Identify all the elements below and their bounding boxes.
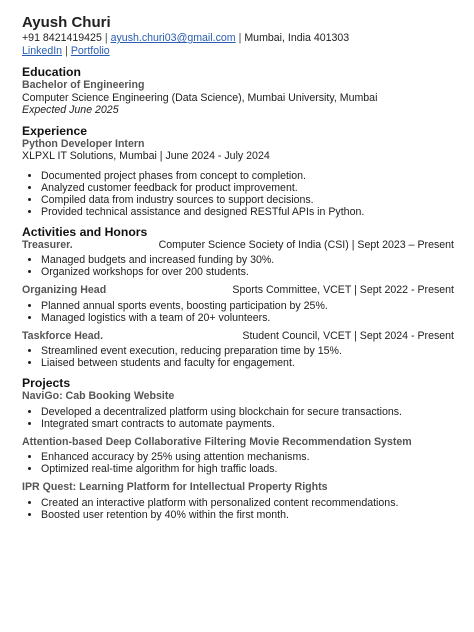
activity-org: Student Council, VCET | Sept 2024 - Present [242, 329, 454, 342]
job-role: Python Developer Intern [22, 137, 145, 150]
project-bullets [22, 497, 454, 521]
list-item: • Developed a decentralized platform using blockchain for secure transactions. [41, 406, 454, 418]
email-link[interactable]: ayush.churi03@gmail.com [110, 32, 236, 44]
list-item: • Planned annual sports events, boosting participation by 25%. [41, 300, 454, 312]
linkedin-link[interactable]: LinkedIn [22, 45, 63, 57]
list-item: • Documented project phases from concept to completion. [41, 170, 454, 182]
activities-heading: Activities and Honors [22, 224, 148, 239]
project-title: IPR Quest: Learning Platform for Intellectual Property Rights [22, 481, 328, 493]
projects-heading: Projects [22, 376, 71, 390]
separator: | [104, 32, 108, 44]
activity-row [22, 330, 454, 343]
graduation-date: Expected June 2025 [22, 104, 119, 116]
candidate-name: Ayush Churi [22, 14, 111, 31]
education-detail: Computer Science Engineering (Data Science), Mumbai University, Mumbai [22, 91, 378, 104]
projects-section [22, 376, 454, 521]
list-item: • Provided technical assistance and designed RESTful APIs in Python. [41, 206, 454, 218]
project-title: Attention-based Deep Collaborative Filtering Movie Recommendation System [22, 435, 412, 448]
activity-row [22, 239, 454, 252]
activity-role: Treasurer. [22, 238, 73, 251]
experience-heading: Experience [22, 123, 88, 138]
activity-bullets [22, 254, 454, 278]
list-item: • Streamlined event execution, reducing preparation time by 15%. [41, 345, 454, 357]
list-item: • Optimized real-time algorithm for high traffic loads. [41, 463, 454, 475]
activity-role: Taskforce Head. [22, 329, 104, 342]
activity-role: Organizing Head [22, 284, 107, 296]
portfolio-link[interactable]: Portfolio [70, 45, 110, 57]
activity-row [22, 284, 454, 297]
list-item: • Managed budgets and increased funding by 30%. [41, 254, 454, 266]
list-item: • Created an interactive platform with personalized content recommendations. [41, 497, 454, 509]
experience-bullets [22, 170, 454, 218]
activity-org: Computer Science Society of India (CSI) | Sept 2023 – Present [158, 238, 454, 251]
project-bullets [22, 406, 454, 430]
list-item: • Analyzed customer feedback for product improvement. [41, 182, 454, 194]
project-bullets [22, 451, 454, 475]
experience-section [22, 124, 454, 218]
list-item: • Liaised between students and faculty for engagement. [41, 357, 454, 369]
activities-section [22, 225, 454, 370]
education-heading: Education [22, 65, 81, 79]
degree: Bachelor of Engineering [22, 79, 145, 91]
list-item: • Managed logistics with a team of 20+ volunteers. [41, 312, 454, 324]
list-item: • Integrated smart contracts to automate payments. [41, 418, 454, 430]
phone-number: +91 8421419425 [22, 32, 102, 44]
project-title: NaviGo: Cab Booking Website [22, 390, 175, 402]
links-line [22, 45, 454, 58]
list-item: • Organized workshops for over 200 students. [41, 266, 454, 278]
list-item: • Enhanced accuracy by 25% using attention mechanisms. [41, 451, 454, 463]
activity-org: Sports Committee, VCET | Sept 2022 - Present [232, 284, 454, 296]
location: Mumbai, India 401303 [244, 32, 350, 44]
separator: | [65, 45, 68, 57]
activity-bullets [22, 345, 454, 369]
contact-line [22, 32, 454, 45]
list-item: • Boosted user retention by 40% within the first month. [41, 509, 454, 521]
job-company-line: XLPXL IT Solutions, Mumbai | June 2024 - July 2024 [22, 150, 270, 162]
list-item: • Compiled data from industry sources to support decisions. [41, 194, 454, 206]
separator: | [238, 32, 242, 44]
activity-bullets [22, 300, 454, 324]
education-section [22, 65, 454, 117]
